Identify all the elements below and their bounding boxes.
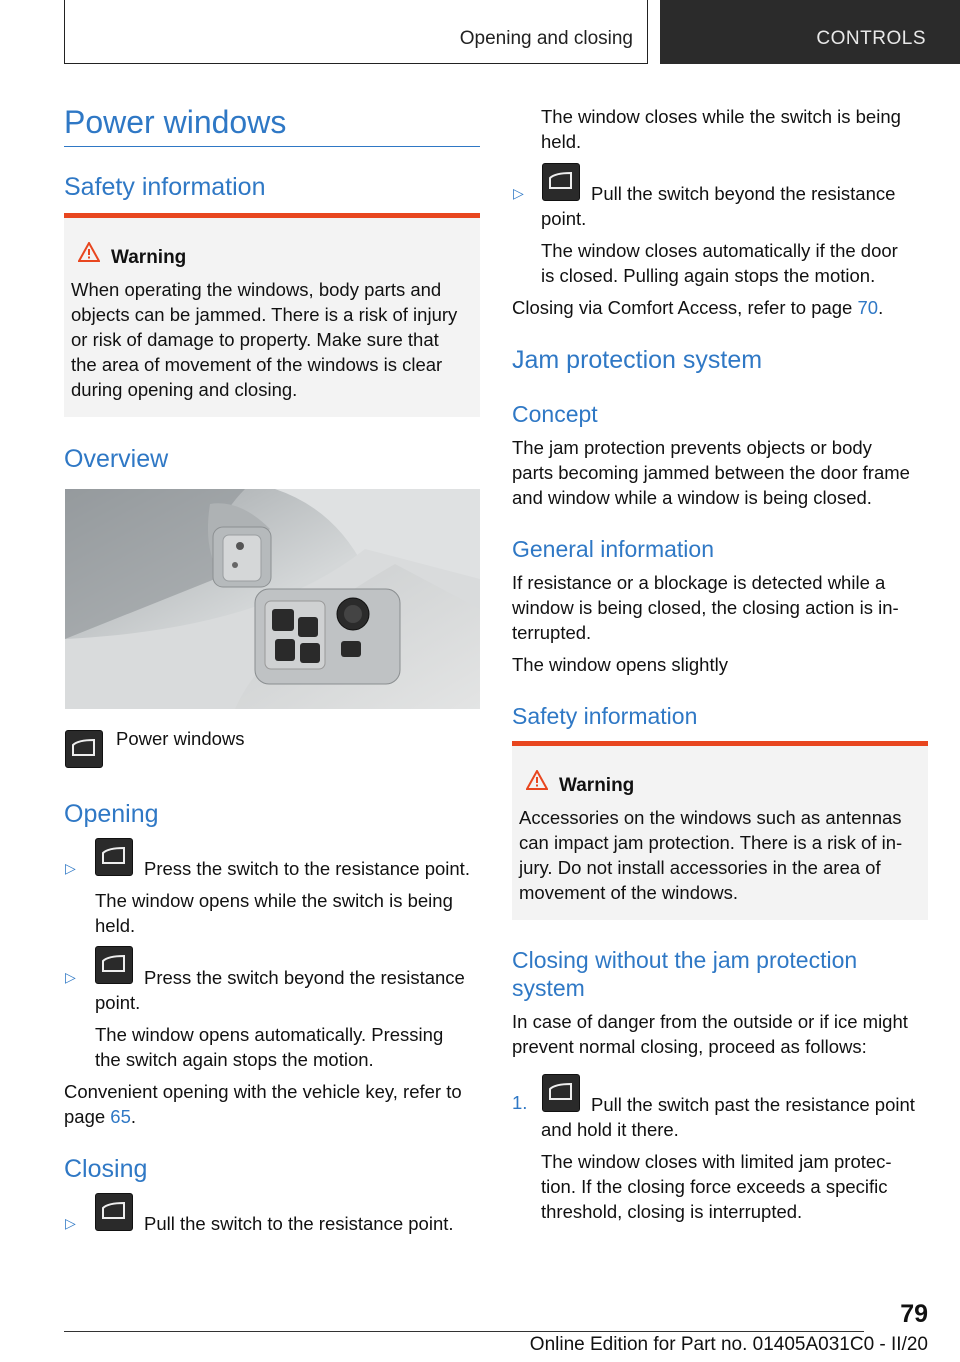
bullet-icon: ▷ xyxy=(65,860,76,876)
warning-box xyxy=(64,213,480,417)
photo-caption: Power windows xyxy=(116,728,245,749)
window-switch-icon xyxy=(95,1193,133,1231)
window-switch-icon xyxy=(542,1074,580,1112)
safety-heading: Safety information xyxy=(64,173,266,201)
header-section-title: Opening and closing xyxy=(459,28,633,49)
window-switch-icon xyxy=(95,838,133,876)
window-switch-icon xyxy=(65,730,103,768)
warning-triangle-icon xyxy=(526,770,548,790)
closing-item-2: Pull the switch beyond the resistance xyxy=(591,183,896,204)
step-1-sub: The window closes with limited jam protec- xyxy=(541,1151,892,1172)
warning2-text-line: jury. Do not install accessories in the area of xyxy=(519,857,881,878)
warning2-text-line: Accessories on the windows such as antennas xyxy=(519,807,902,828)
warning-title: Warning xyxy=(111,247,187,268)
header-chapter-title: CONTROLS xyxy=(816,28,926,49)
comfort-access-text: Closing via Comfort Access, refer to page xyxy=(512,297,853,318)
closing-item-1-sub: held. xyxy=(541,131,582,152)
opening-item-1-sub: The window opens while the switch is being xyxy=(95,890,453,911)
without-jam-heading-line1: Closing without the jam protection xyxy=(512,947,858,973)
closing-item-2-sub: is closed. Pulling again stops the motion. xyxy=(541,265,876,286)
title-rule xyxy=(64,146,480,147)
footer-edition: Online Edition for Part no. 01405A031C0 - II/20 xyxy=(529,1334,928,1355)
opening-item-2-cont: point. xyxy=(95,992,141,1013)
page-label: page xyxy=(64,1106,106,1127)
bullet-icon: ▷ xyxy=(65,969,76,985)
general-text-line: If resistance or a blockage is detected while a xyxy=(512,572,886,593)
concept-text-line: parts becoming jammed between the door frame xyxy=(512,462,910,483)
convenient-opening-ref: page 65. xyxy=(64,1106,137,1127)
step-1-text: Pull the switch past the resistance point xyxy=(591,1094,915,1115)
warning-box-2 xyxy=(512,741,928,920)
jam-protection-heading: Jam protection system xyxy=(512,346,763,374)
without-text-line: In case of danger from the outside or if ice might xyxy=(512,1011,908,1032)
window-switch-icon xyxy=(542,163,580,201)
comfort-access-ref: Closing via Comfort Access, refer to page 70. xyxy=(512,297,884,318)
closing-item-1-sub: The window closes while the switch is being xyxy=(541,106,901,127)
overview-heading: Overview xyxy=(64,445,169,473)
warning2-text-line: movement of the windows. xyxy=(519,882,739,903)
opening-item-1: Press the switch to the resistance point. xyxy=(144,858,470,879)
step-1-sub: tion. If the closing force exceeds a specific xyxy=(541,1176,888,1197)
warning-text-line: the area of movement of the windows is clear xyxy=(71,354,443,375)
warning-text-line: When operating the windows, body parts and xyxy=(71,279,442,300)
step-number-1: 1. xyxy=(512,1092,528,1113)
closing-item-2-cont: point. xyxy=(541,208,587,229)
header-section-box xyxy=(64,0,648,64)
warning2-text-line: can impact jam protection. There is a risk of in- xyxy=(519,832,903,853)
general-info-heading: General information xyxy=(512,536,714,562)
page-link-70[interactable]: 70 xyxy=(857,297,879,318)
step-1-sub: threshold, closing is interrupted. xyxy=(541,1201,803,1222)
closing-heading: Closing xyxy=(64,1155,148,1183)
opening-item-2: Press the switch beyond the resistance xyxy=(144,967,465,988)
convenient-opening-text: Convenient opening with the vehicle key, refer to xyxy=(64,1081,462,1102)
closing-item-2-sub: The window closes automatically if the door xyxy=(541,240,898,261)
header-chapter-box xyxy=(660,0,960,64)
without-text-line: prevent normal closing, proceed as follows: xyxy=(512,1036,867,1057)
safety-heading-2: Safety information xyxy=(512,703,698,729)
page-number: 79 xyxy=(900,1300,928,1328)
concept-text-line: and window while a window is being closed. xyxy=(512,487,872,508)
window-switch-icon xyxy=(95,946,133,984)
warning-text-line: objects can be jammed. There is a risk of injury xyxy=(71,304,458,325)
bullet-icon: ▷ xyxy=(65,1215,76,1231)
bullet-icon: ▷ xyxy=(513,185,524,201)
warning-text-line: during opening and closing. xyxy=(71,379,298,400)
opening-item-1-sub: held. xyxy=(95,915,136,936)
footer-rule xyxy=(64,1331,864,1332)
step-1-cont: and hold it there. xyxy=(541,1119,679,1140)
page-title: Power windows xyxy=(64,104,287,140)
concept-heading: Concept xyxy=(512,401,598,427)
warning-text-line: or risk of damage to property. Make sure that xyxy=(71,329,439,350)
opens-slightly-text: The window opens slightly xyxy=(512,654,728,675)
opening-item-2-sub: The window opens automatically. Pressing xyxy=(95,1024,444,1045)
warning-triangle-icon xyxy=(78,242,100,262)
concept-text-line: The jam protection prevents objects or body xyxy=(512,437,872,458)
general-text-line: terrupted. xyxy=(512,622,592,643)
closing-item-1: Pull the switch to the resistance point. xyxy=(144,1213,454,1234)
opening-item-2-sub: the switch again stops the motion. xyxy=(95,1049,374,1070)
general-text-line: window is being closed, the closing action is in- xyxy=(512,597,899,618)
page-link-65[interactable]: 65 xyxy=(110,1106,131,1127)
door-panel-photo xyxy=(65,489,480,709)
without-jam-heading-line2: system xyxy=(512,975,585,1001)
opening-heading: Opening xyxy=(64,800,159,828)
warning-title-2: Warning xyxy=(559,775,635,796)
